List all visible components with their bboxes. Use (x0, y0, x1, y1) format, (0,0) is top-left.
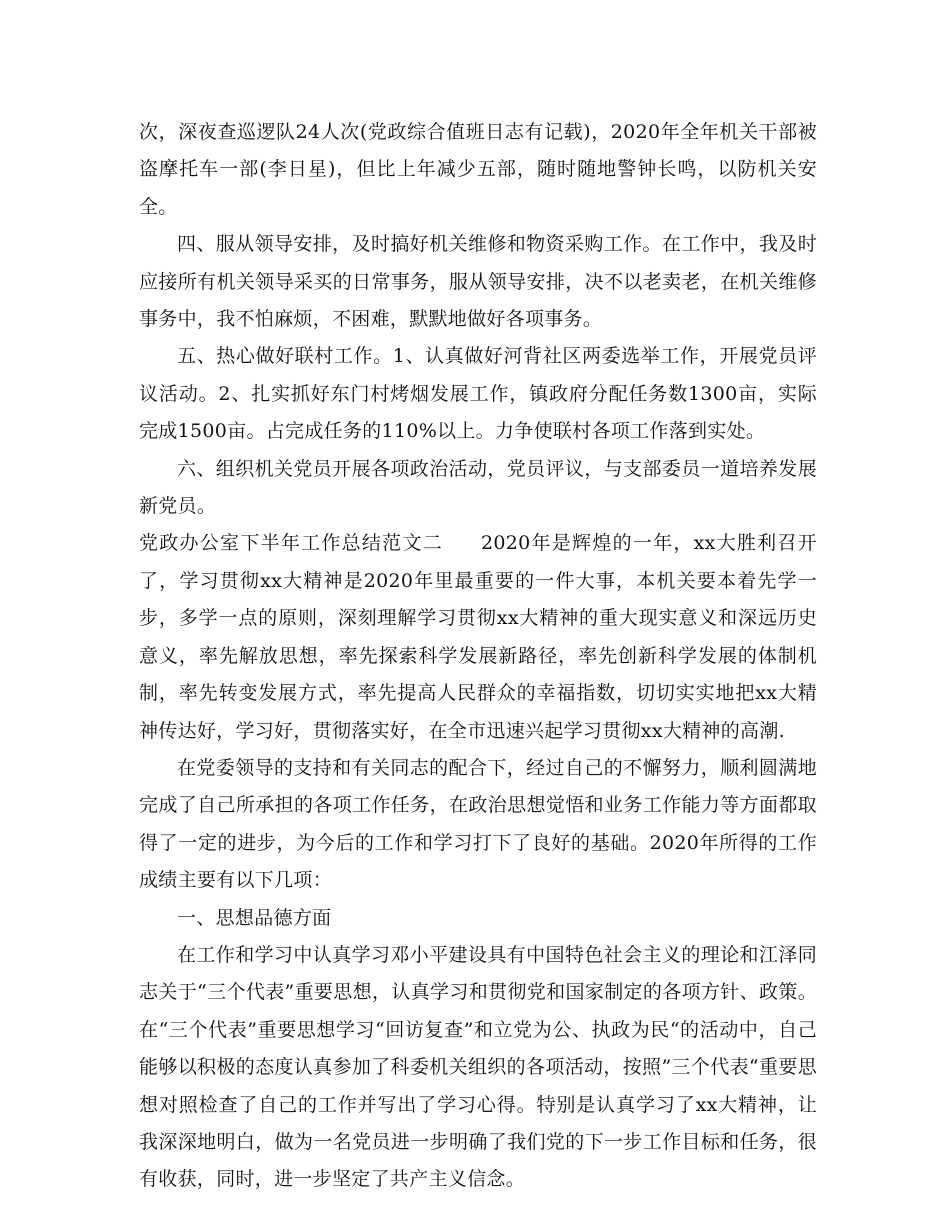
section-title: 党政办公室下半年工作总结范文二 (139, 532, 443, 555)
paragraph-section-two (139, 525, 817, 749)
paragraph-item-five: 五、热心做好联村工作。1、认真做好河背社区两委选举工作，开展党员评议活动。2、扎实抓好东门村烤烟发展工作，镇政府分配任务数1300亩，实际完成1500亩。占完成任务的110%以上。力争使联村各项工作落到实处。 (139, 345, 817, 443)
document-body (139, 114, 817, 1199)
section-intro-text: 2020年是辉煌的一年，xx大胜利召开了，学习贯彻xx大精神是2020年里最重要的一件大事，本机关要本着先学一步，多学一点的原则，深刻理解学习贯彻xx大精神的重大现实意义和深远历史意义，率先解放思想，率先探索科学发展新路径，率先创新科学发展的体制机制，率先转变发展方式，率先提高人民群众的幸福指数，切切实实地把xx大精神传达好，学习好，贯彻落实好，在全市迅速兴起学习贯彻xx大精神的高潮. (139, 532, 817, 742)
subheading-ideology: 一、思想品德方面 (177, 906, 332, 929)
paragraph-item-four: 四、服从领导安排，及时搞好机关维修和物资采购工作。在工作中，我及时应接所有机关领导采买的日常事务，服从领导安排，决不以老卖老，在机关维修事务中，我不怕麻烦，不困难，默默地做好各项事务。 (139, 233, 817, 331)
paragraph-item-six: 六、组织机关党员开展各项政治活动，党员评议，与支部委员一道培养发展新党员。 (139, 457, 817, 518)
paragraph-summary: 在党委领导的支持和有关同志的配合下，经过自己的不懈努力，顺利圆满地完成了自己所承担的各项工作任务，在政治思想觉悟和业务工作能力等方面都取得了一定的进步，为今后的工作和学习打下了良好的基础。2020年所得的工作成绩主要有以下几项： (139, 756, 817, 892)
paragraph-ideology: 在工作和学习中认真学习邓小平建设具有中国特色社会主义的理论和江泽同志关于“三个代表”重要思想，认真学习和贯彻党和国家制定的各项方针、政策。在“三个代表”重要思想学习“回访复查”和立党为公、执政为民“的活动中，自己能够以积极的态度认真参加了科委机关组织的各项活动，按照”三个代表“重要思想对照检查了自己的工作并写出了学习心得。特别是认真学习了xx大精神，让我深深地明白，做为一名党员进一步明确了我们党的下一步工作目标和任务，很有收获，同时，进一步坚定了共产主义信念。 (139, 943, 817, 1191)
paragraph-continuation: 次，深夜查巡逻队24人次(党政综合值班日志有记载)，2020年全年机关干部被盗摩托车一部(李日星)，但比上年减少五部，随时随地警钟长鸣，以防机关安全。 (139, 121, 817, 218)
